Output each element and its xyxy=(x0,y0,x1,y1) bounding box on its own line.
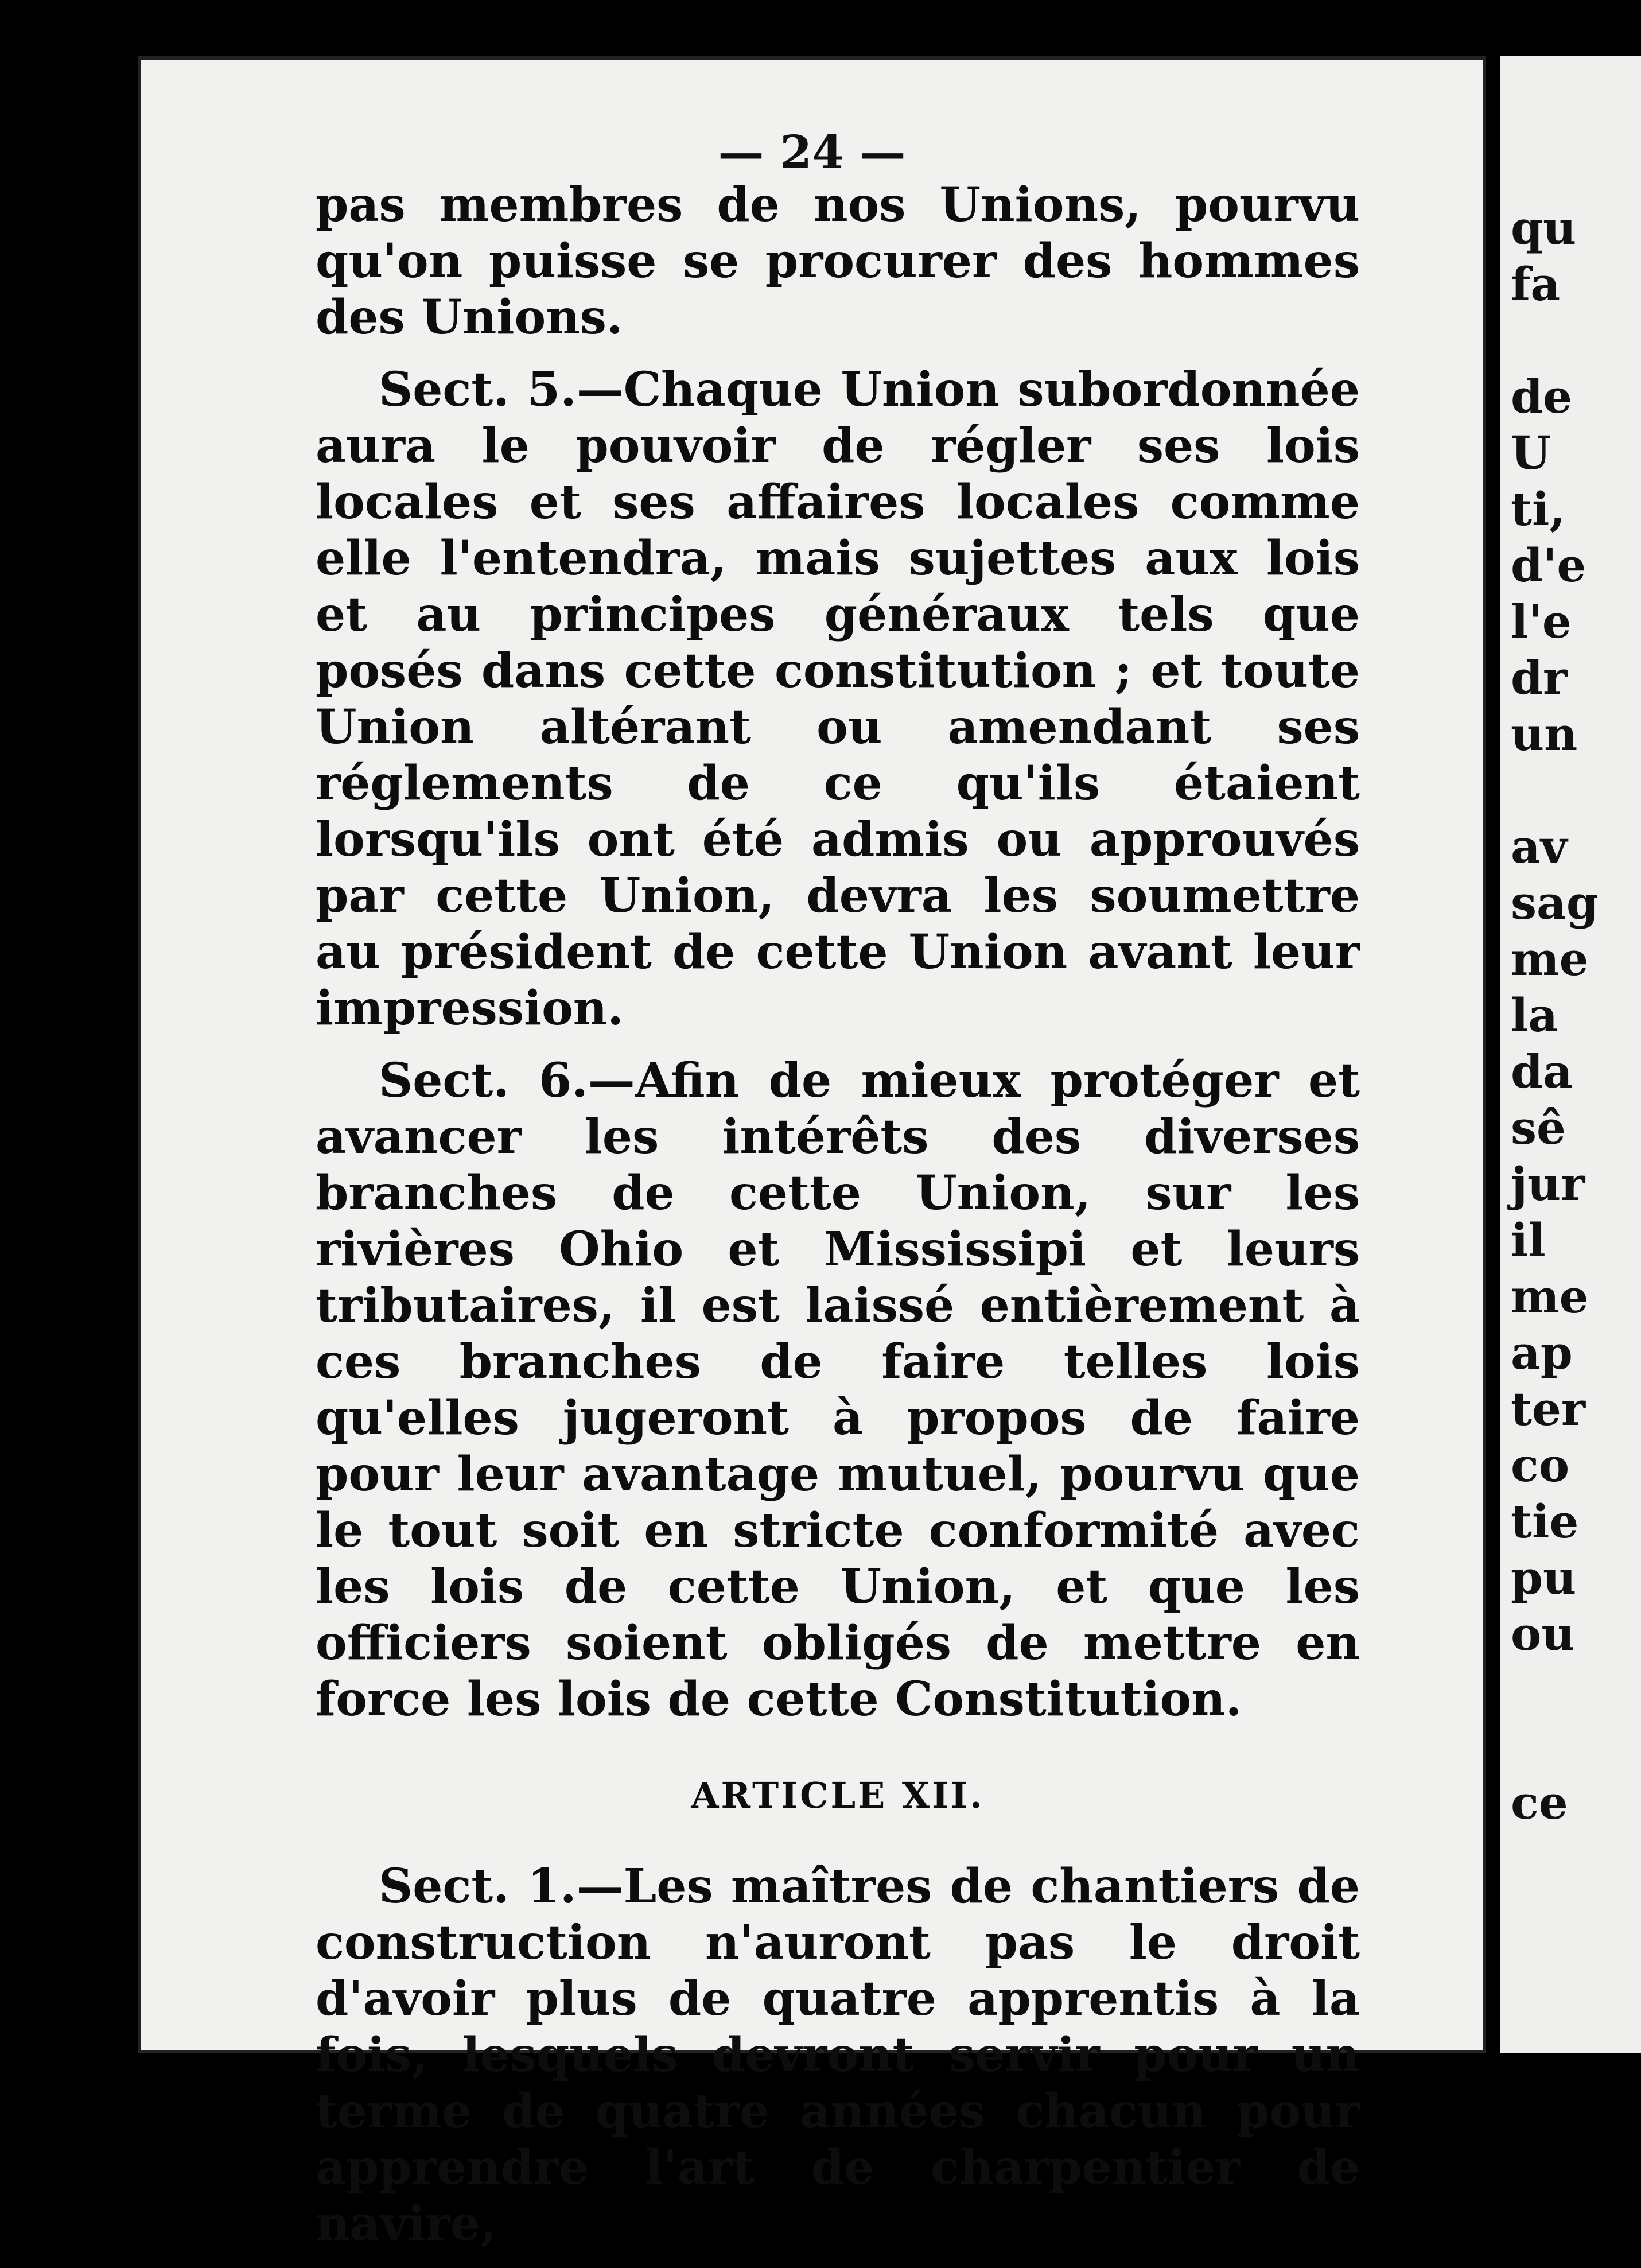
next-page-line-fragment: ter xyxy=(1511,1382,1585,1436)
next-page-line-fragment: jur xyxy=(1511,1157,1585,1211)
next-page-line-fragment: U xyxy=(1511,426,1551,480)
next-page-line-fragment: dr xyxy=(1511,651,1568,705)
next-page-line-fragment: da xyxy=(1511,1044,1573,1098)
paragraph-continuation: pas membres de nos Unions, pourvu qu'on puisse se procurer des hommes des Unions. xyxy=(316,177,1360,345)
left-page xyxy=(138,56,1486,2251)
next-page-line-fragment: qu xyxy=(1511,201,1577,255)
next-page-line-fragment: co xyxy=(1511,1438,1570,1492)
next-page-line-fragment: il xyxy=(1511,1213,1546,1267)
next-page-line-fragment: sê xyxy=(1511,1101,1566,1155)
paragraph-sect-5: Sect. 5.—Chaque Union subordonnée aura le pouvoir de régler ses lois locales et ses affaires locales comme elle l'entendra, mais sujettes aux lois et au principes généraux tels que posés dans cette constitution ; et toute Union altérant ou amendant ses réglements de ce qu'ils étaient lorsqu'ils ont été admis ou approuvés par cette Union, devra les soumettre au président de cette Union avant leur impression. xyxy=(316,362,1360,1036)
page-number: — 24 — xyxy=(718,125,906,179)
next-page-line-fragment: ce xyxy=(1511,1776,1568,1830)
next-page-line-fragment: de xyxy=(1511,370,1572,424)
next-page-line-fragment: av xyxy=(1511,820,1568,873)
next-page-line-fragment: ti, xyxy=(1511,482,1566,536)
next-page-line-fragment: ou xyxy=(1511,1607,1575,1661)
right-page-edge xyxy=(1500,56,1641,2053)
next-page-line-fragment: sag xyxy=(1511,876,1599,930)
next-page-line-fragment: pu xyxy=(1511,1551,1577,1605)
next-page-line-fragment: tie xyxy=(1511,1494,1579,1548)
article-heading: ARTICLE XII. xyxy=(691,1774,985,1816)
next-page-line-fragment xyxy=(1511,762,1599,818)
next-page-line-fragment: ap xyxy=(1511,1326,1573,1380)
page-body xyxy=(316,177,1360,2268)
next-page-line-fragment: un xyxy=(1511,707,1578,761)
next-page-line-fragment xyxy=(1511,1718,1599,1774)
paragraph-article-12-sect-1: Sect. 1.—Les maîtres de chantiers de construction n'auront pas le droit d'avoir plus de quatre apprentis à la fois, lesquels devront servir pour un terme de quatre années chacun pour apprendre l'art de charpentier de navire, xyxy=(316,1859,1360,2251)
paragraph-sect-6: Sect. 6.—Afin de mieux protéger et avancer les intérêts des diverses branches de cette Union, sur les rivières Ohio et Mississipi et leurs tributaires, il est laissé entièrement à ces branches de faire telles lois qu'elles jugeront à propos de faire pour leur avantage mutuel, pourvu que le tout soit en stricte conformité avec les lois de cette Union, et que les officiers soient obligés de mettre en force les lois de cette Constitution. xyxy=(316,1053,1360,1727)
next-page-line-fragment: me xyxy=(1511,1269,1589,1323)
next-page-fragments xyxy=(1511,200,1599,1831)
next-page-line-fragment: la xyxy=(1511,988,1558,1042)
next-page-line-fragment: l'e xyxy=(1511,595,1572,648)
next-page-line-fragment: fa xyxy=(1511,257,1561,311)
next-page-line-fragment: d'e xyxy=(1511,538,1586,592)
next-page-line-fragment: me xyxy=(1511,932,1589,986)
next-page-line-fragment xyxy=(1511,1662,1599,1718)
next-page-line-fragment xyxy=(1511,312,1599,368)
